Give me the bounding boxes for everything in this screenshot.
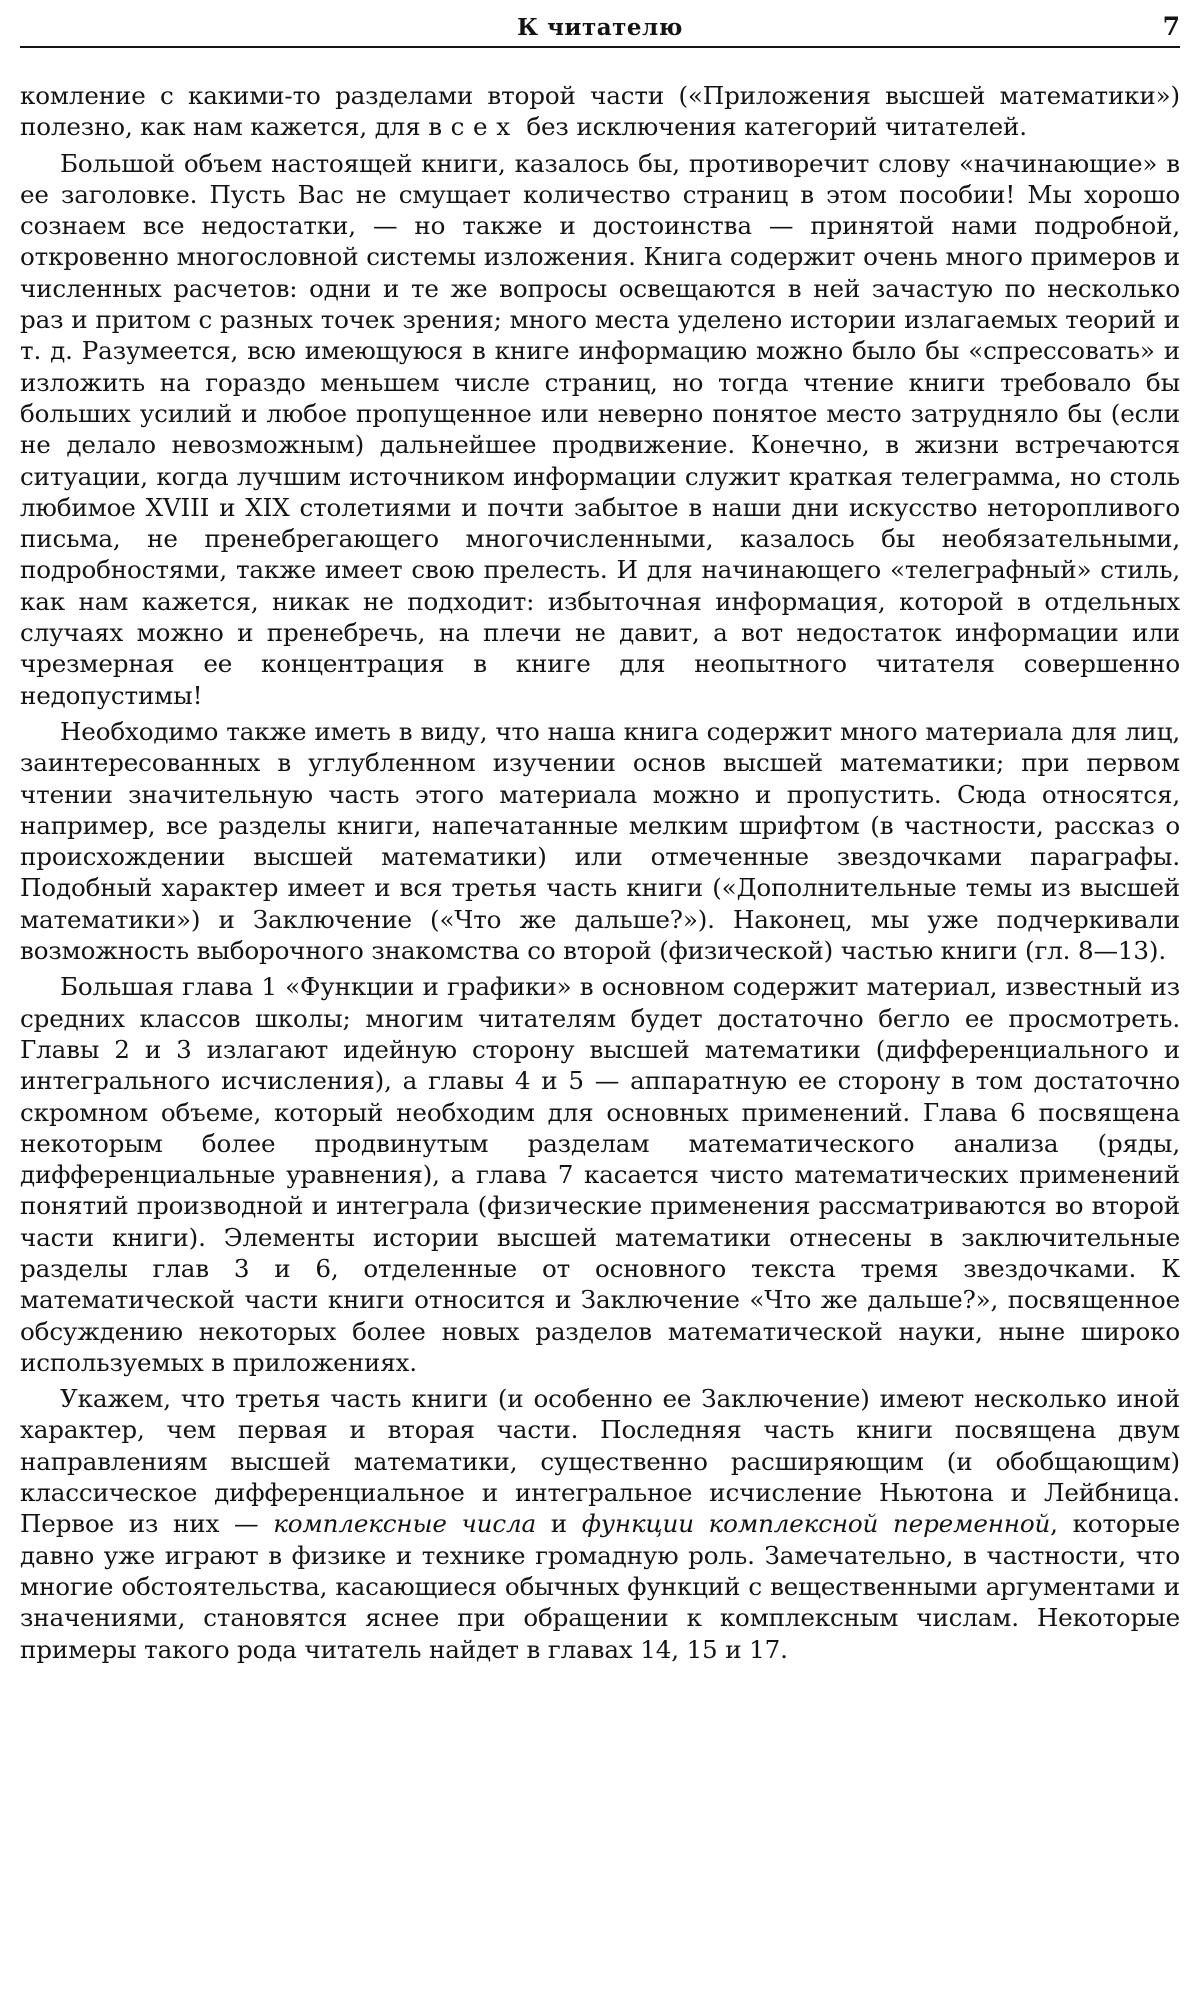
running-header [20, 0, 1180, 48]
text-run: комление с какими-то разделами второй части («Приложения высшей математики») полезно, как нам кажется, для [20, 81, 1180, 142]
book-page [20, 0, 1180, 2007]
emphasized-word: всех [428, 112, 519, 142]
text-run: Большой объем настоящей книги, казалось бы, противоречит слову «начинающие» в ее заголовке. Пусть Вас не смущает количество страниц в этом пособии! Мы хорошо сознаем все недостатки, — но также и достоинства — принятой нами подробной, откровенно многословной системы изложения. Книга содержит очень много примеров и численных расчетов: одни и те же вопросы освещаются в ней зачастую по несколько раз и притом с разных точек зрения; много места уделено истории излагаемых теорий и т. д. Разумеется, всю имеющуюся в книге информацию можно было бы «спрессовать» и изложить на гораздо меньшем числе страниц, но тогда чтение книги требовало бы больших усилий и любое пропущенное или неверно понятое место затрудняло бы (если не делало невозможным) дальнейшее продвижение. Конечно, в жизни встречаются ситуации, когда лучшим источником информации служит краткая телеграмма, но столь любимое XVIII и XIX столетиями и почти забытое в наши дни искусство неторопливого письма, не пренебрегающего многочисленными, казалось бы необязательными, подробностями, также имеет свою прелесть. И для начинающего «телеграфный» стиль, как нам кажется, никак не подходит: избыточная информация, которой в отдельных случаях можно и пренебречь, на плечи не давит, а вот недостаток информации или чрезмерная ее концентрация в книге для неопытного читателя совершенно недопустимы! [20, 148, 1180, 710]
body-text [20, 80, 1180, 1665]
text-run: , которые давно уже играют в физике и технике громадную роль. Замечательно, в частности, что многие обстоятельства, касающиеся обычных функций с вещественными аргументами и значениями, становятся яснее при обращении к комплексным числам. Некоторые примеры такого рода читатель найдет в главах 14, 15 и 17. [20, 1509, 1180, 1664]
text-run: и [535, 1509, 582, 1539]
paragraph [20, 716, 1180, 966]
paragraph [20, 148, 1180, 711]
text-run: Укажем, что третья часть книги (и особенно ее Заключение) имеют несколько иной характер, чем первая и вторая части. Последняя часть книги посвящена двум направлениям высшей математики, существенно расширяющим (и обобщающим) классическое дифференциальное и интегральное исчисление Ньютона и Лейбница. Первое из них — [20, 1384, 1180, 1539]
italic-term: функции комплексной переменной [581, 1509, 1051, 1539]
text-run: Большая глава 1 «Функции и графики» в основном содержит материал, известный из средних классов школы; многим читателям будет достаточно бегло ее просмотреть. Главы 2 и 3 излагают идейную сторону высшей математики (дифференциального и интегрального исчисления), а главы 4 и 5 — аппаратную ее сторону в том достаточно скромном объеме, который необходим для основных применений. Глава 6 посвящена некоторым более продвинутым разделам математического анализа (ряды, дифференциальные уравнения), а глава 7 касается чисто математических применений понятий производной и интеграла (физические применения рассматриваются во второй части книги). Элементы истории высшей математики отнесены в заключительные разделы глав 3 и 6, отделенные от основного текста тремя звездочками. К математической части книги относится и Заключение «Что же дальше?», посвященное обсуждению некоторых более новых разделов математической науки, ныне широко используемых в приложениях. [20, 972, 1180, 1377]
text-run: Необходимо также иметь в виду, что наша книга содержит много материала для лиц, заинтересованных в углубленном изучении основ высшей математики; при первом чтении значительную часть этого материала можно и пропустить. Сюда относятся, например, все разделы книги, напечатанные мелким шрифтом (в частности, рассказ о происхождении высшей математики) или отмеченные звездочками параграфы. Подобный характер имеет и вся третья часть книги («Дополнительные темы из высшей математики») и Заключение («Что же дальше?»). Наконец, мы уже подчеркивали возможность выборочного знакомства со второй (физической) частью книги (гл. 8—13). [20, 716, 1180, 966]
italic-term: комплексные числа [273, 1509, 536, 1539]
text-run: без исключения категорий читателей. [518, 112, 1027, 142]
paragraph [20, 1383, 1180, 1665]
paragraph [20, 80, 1180, 143]
paragraph [20, 971, 1180, 1378]
page-number: 7 [1162, 12, 1180, 41]
running-title: К читателю [517, 14, 683, 41]
